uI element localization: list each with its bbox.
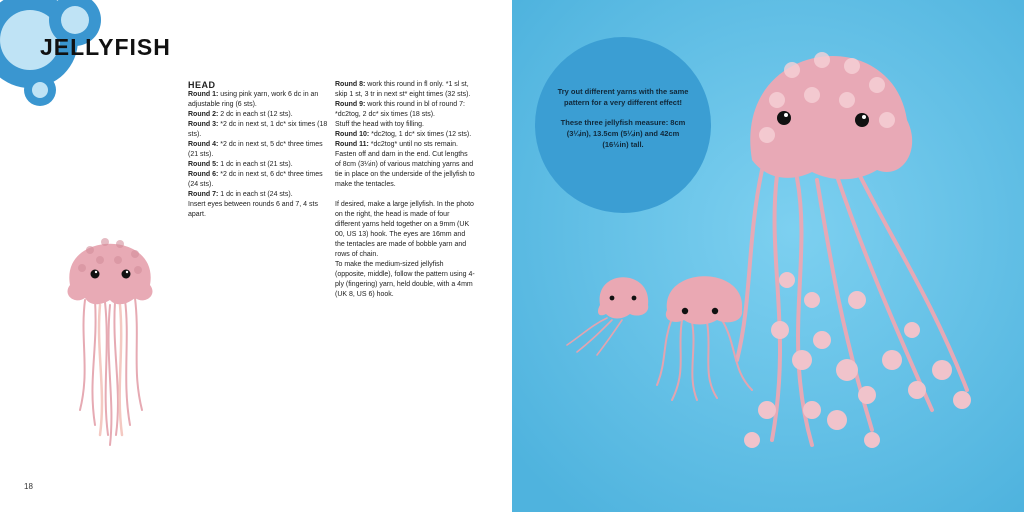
large-jellyfish-note: If desired, make a large jellyfish. In the photo on the right, the head is made of four different yarns held together on a 9mm (UK 00, US 13) hook. The eyes are 16mm and the tentacles are made of bobble yarn and rows of chain. <box>335 201 474 258</box>
round-10: Round 10: *dc2tog, 1 dc* six times (12 sts). <box>335 131 472 138</box>
round-5: Round 5: 1 dc in each st (21 sts). <box>188 161 293 168</box>
finish-note: Fasten off and darn in the end. Cut lengths of 8cm (3¼in) of various matching yarns and tie in place on the underside of the jellyfish to make the tentacles. <box>335 151 475 188</box>
stuff-note: Stuff the head with toy filling. <box>335 121 424 128</box>
round-6: Round 6: *2 dc in next st, 6 dc* three times (24 sts). <box>188 171 323 188</box>
pattern-column-1 <box>188 80 328 220</box>
round-11: Round 11: *dc2tog* until no sts remain. <box>335 141 458 148</box>
pattern-column-2 <box>335 80 475 300</box>
callout-line-2: These three jellyfish measure: 8cm (3¼in), 13.5cm (5¼in) and 42cm (16½in) tall. <box>560 118 686 149</box>
round-1: Round 1: using pink yarn, work 6 dc in an adjustable ring (6 sts). <box>188 91 319 108</box>
round-8: Round 8: work this round in fl only. *1 sl st, skip 1 st, 3 tr in next st* eight times (32 sts). <box>335 81 471 98</box>
round-2: Round 2: 2 dc in each st (12 sts). <box>188 111 293 118</box>
eyes-note: Insert eyes between rounds 6 and 7, 4 sts apart. <box>188 201 318 218</box>
page-number: 18 <box>24 482 33 491</box>
round-7: Round 7: 1 dc in each st (24 sts). <box>188 191 293 198</box>
round-4: Round 4: *2 dc in next st, 5 dc* three times (21 sts). <box>188 141 323 158</box>
callout-line-1: Try out different yarns with the same pattern for a very different effect! <box>557 87 689 107</box>
page-title: JELLYFISH <box>40 34 171 60</box>
medium-jellyfish-note: To make the medium-sized jellyfish (opposite, middle), follow the pattern using 4-ply (fingering) yarn, held double, with a 4mm (UK 8, US 6) hook. <box>335 261 475 298</box>
section-heading-head: HEAD <box>188 80 216 90</box>
small-jellyfish-photo <box>50 210 170 450</box>
round-9: Round 9: work this round in bl of round 7: *dc2tog, 2 dc* six times (18 sts). <box>335 101 465 118</box>
callout-text <box>555 86 691 150</box>
round-3: Round 3: *2 dc in next st, 1 dc* six times (18 sts). <box>188 121 328 138</box>
